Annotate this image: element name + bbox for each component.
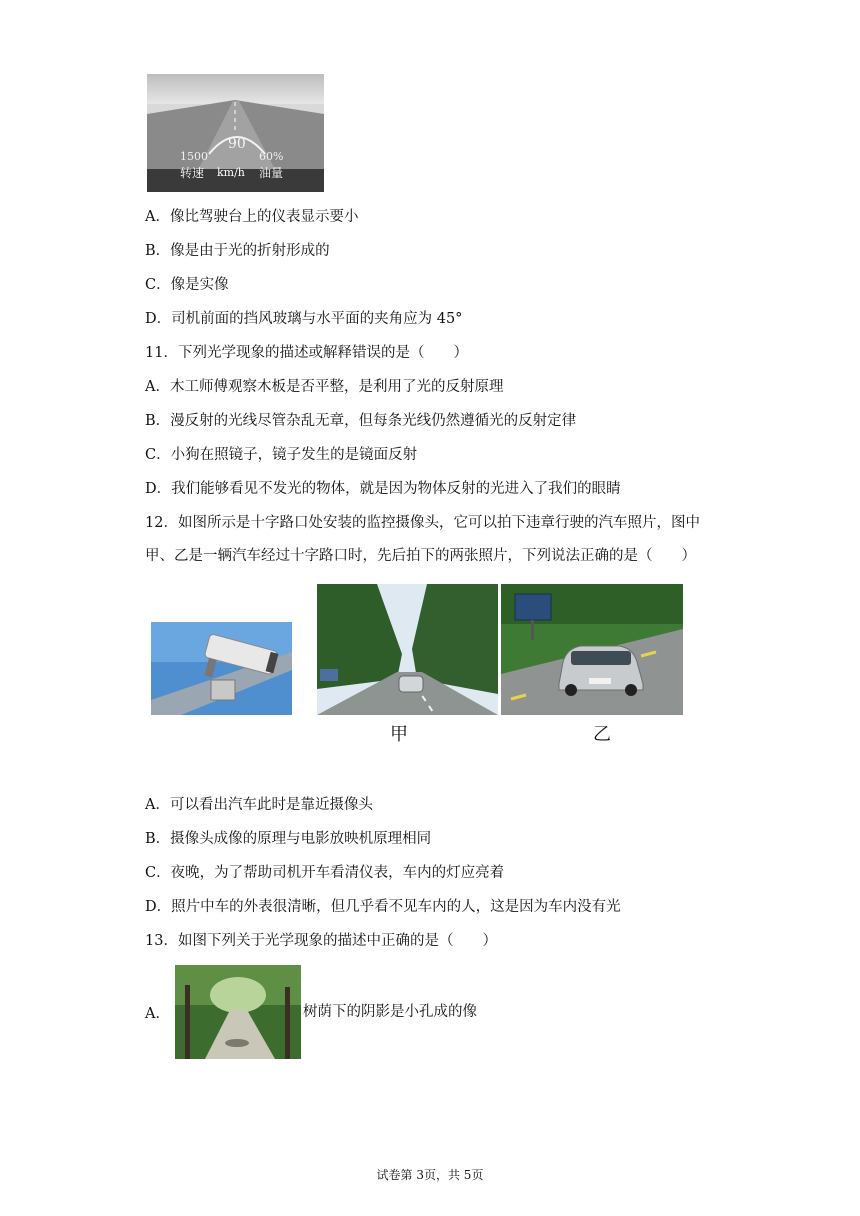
hud-rpm-label: 转速 <box>180 166 205 180</box>
photo-caption-b: 乙 <box>593 724 611 745</box>
hud-fuel-value: 60% <box>259 150 284 163</box>
q12-stem-line1: 12．如图所示是十字路口处安装的监控摄像头，它可以拍下违章行驶的汽车照片，图中 <box>145 515 700 531</box>
hud-rpm-value: 1500 <box>180 150 208 163</box>
q13-option-a-text: 树荫下的阴影是小孔成的像 <box>303 1004 477 1020</box>
hud-fuel-label: 油量 <box>259 166 284 180</box>
q12-option-a: A．可以看出汽车此时是靠近摄像头 <box>145 797 373 813</box>
q12-option-b: B．摄像头成像的原理与电影放映机原理相同 <box>145 831 432 847</box>
surveillance-camera-image <box>151 622 292 715</box>
q11-option-a: A．木工师傅观察木板是否平整，是利用了光的反射原理 <box>145 379 504 395</box>
traffic-photo-a <box>317 584 498 715</box>
q11-option-c: C．小狗在照镜子，镜子发生的是镜面反射 <box>145 447 418 463</box>
q11-option-d: D．我们能够看见不发光的物体，就是因为物体反射的光进入了我们的眼睛 <box>145 481 621 497</box>
page-footer: 试卷第 3页，共 5页 <box>376 1168 484 1182</box>
q12-option-c: C．夜晚，为了帮助司机开车看清仪表，车内的灯应亮着 <box>145 865 505 881</box>
q10-option-c: C．像是实像 <box>145 277 229 293</box>
q13-option-a-label: A． <box>145 1006 170 1022</box>
q10-option-b: B．像是由于光的折射形成的 <box>145 243 330 259</box>
hud-speed-value: 90 <box>228 136 246 152</box>
hud-speed-unit: km/h <box>217 166 245 179</box>
q12-option-d: D．照片中车的外表很清晰，但几乎看不见车内的人，这是因为车内没有光 <box>145 899 621 915</box>
hud-dashboard-image <box>147 74 324 192</box>
q10-option-d: D．司机前面的挡风玻璃与水平面的夹角应为 45° <box>145 311 463 327</box>
q12-stem-line2: 甲、乙是一辆汽车经过十字路口时，先后拍下的两张照片，下列说法正确的是（ ） <box>145 548 696 564</box>
photo-caption-a: 甲 <box>390 724 408 745</box>
tree-shade-image <box>175 965 301 1059</box>
q13-stem: 13．如图下列关于光学现象的描述中正确的是（ ） <box>145 933 497 949</box>
q10-option-a: A．像比驾驶台上的仪表显示要小 <box>145 209 359 225</box>
traffic-photo-b <box>501 584 683 715</box>
q11-stem: 11．下列光学现象的描述或解释错误的是（ ） <box>145 345 468 361</box>
q11-option-b: B．漫反射的光线尽管杂乱无章，但每条光线仍然遵循光的反射定律 <box>145 413 577 429</box>
